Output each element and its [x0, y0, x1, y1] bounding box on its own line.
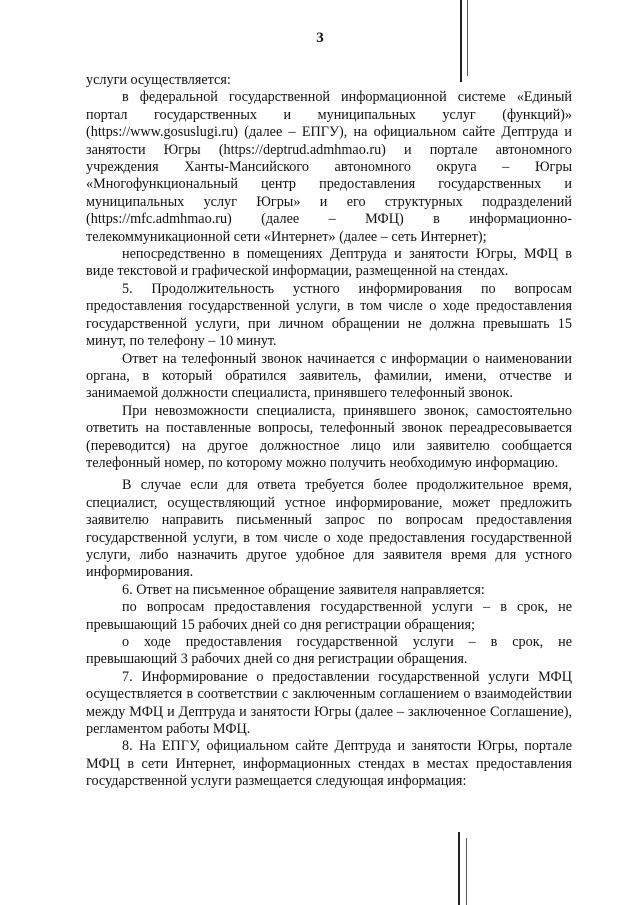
paragraph-6-term-15: по вопросам предоставления государственной услуги – в срок, не превышающий 15 рабочих дней со дня регистрации обращения;: [86, 599, 572, 633]
paragraph-stands: непосредственно в помещениях Дептруда и занятости Югры, МФЦ в виде текстовой и графической информации, размещенной на стендах.: [86, 246, 572, 280]
paragraph-5: 5. Продолжительность устного информирования по вопросам предоставления государственной услуги, в том числе о ходе предоставления государственной услуги, при личном обращении не должна превышать 15 минут, по телефону – 10 минут.: [86, 280, 572, 350]
paragraph-intro: услуги осуществляется:: [86, 72, 231, 88]
page-number: 3: [316, 30, 324, 46]
document-body: [86, 72, 572, 791]
paragraph-epgu: в федеральной государственной информационной системе «Единый портал государственных и муниципальных услуг (функций)» (https://www.gosuslugi.ru) (далее – ЕПГУ), на официальном сайте Дептруда и занятости Югры (https://deptrud.admhmao.ru) и портале автономного учреждения Ханты-Мансийского автономного округа – Югры «Многофункциональный центр предоставления государственных и муниципальных услуг Югры» и его структурных подразделений (https://mfc.admhmao.ru) (далее – МФЦ) в информационно-телекоммуникационной сети «Интернет» (далее – сеть Интернет);: [86, 89, 572, 245]
paragraph-6: 6. Ответ на письменное обращение заявителя направляется:: [122, 581, 485, 598]
paragraph-redirect: При невозможности специалиста, принявшего звонок, самостоятельно ответить на поставленные вопросы, телефонный звонок переадресовывается (переводится) на другое должностное лицо или заявителю сообщается телефонный номер, по которому можно получить необходимую информацию.: [86, 402, 572, 471]
scan-edge-bottom: [458, 832, 460, 905]
paragraph-6-term-3: о ходе предоставления государственной услуги – в срок, не превышающий 3 рабочих дней со дня регистрации обращения.: [86, 634, 572, 668]
paragraph-8: 8. На ЕПГУ, официальном сайте Дептруда и занятости Югры, портале МФЦ в сети Интернет, информационных стендах в местах предоставления государственной услуги размещается следующая информация:: [86, 738, 572, 790]
paragraph-7: 7. Информирование о предоставлении государственной услуги МФЦ осуществляется в соответствии с заключенным соглашением о взаимодействии между МФЦ и Дептруда и занятости Югры (далее – заключенное Соглашение), регламентом работы МФЦ.: [86, 668, 572, 738]
scan-edge-bottom-inner: [466, 838, 467, 905]
paragraph-longer-time: В случае если для ответа требуется более продолжительное время, специалист, осуществляющий устное информирование, может предложить заявителю направить письменный запрос по вопросам предоставления государственной услуги, в том числе о ходе предоставления государственной услуги, либо назначить другое удобное для заявителя время для устного информирования.: [86, 477, 572, 581]
paragraph-phone-answer: Ответ на телефонный звонок начинается с информации о наименовании органа, в который обратился заявитель, фамилии, имени, отчестве и занимаемой должности специалиста, принявшего телефонный звонок.: [86, 350, 572, 402]
